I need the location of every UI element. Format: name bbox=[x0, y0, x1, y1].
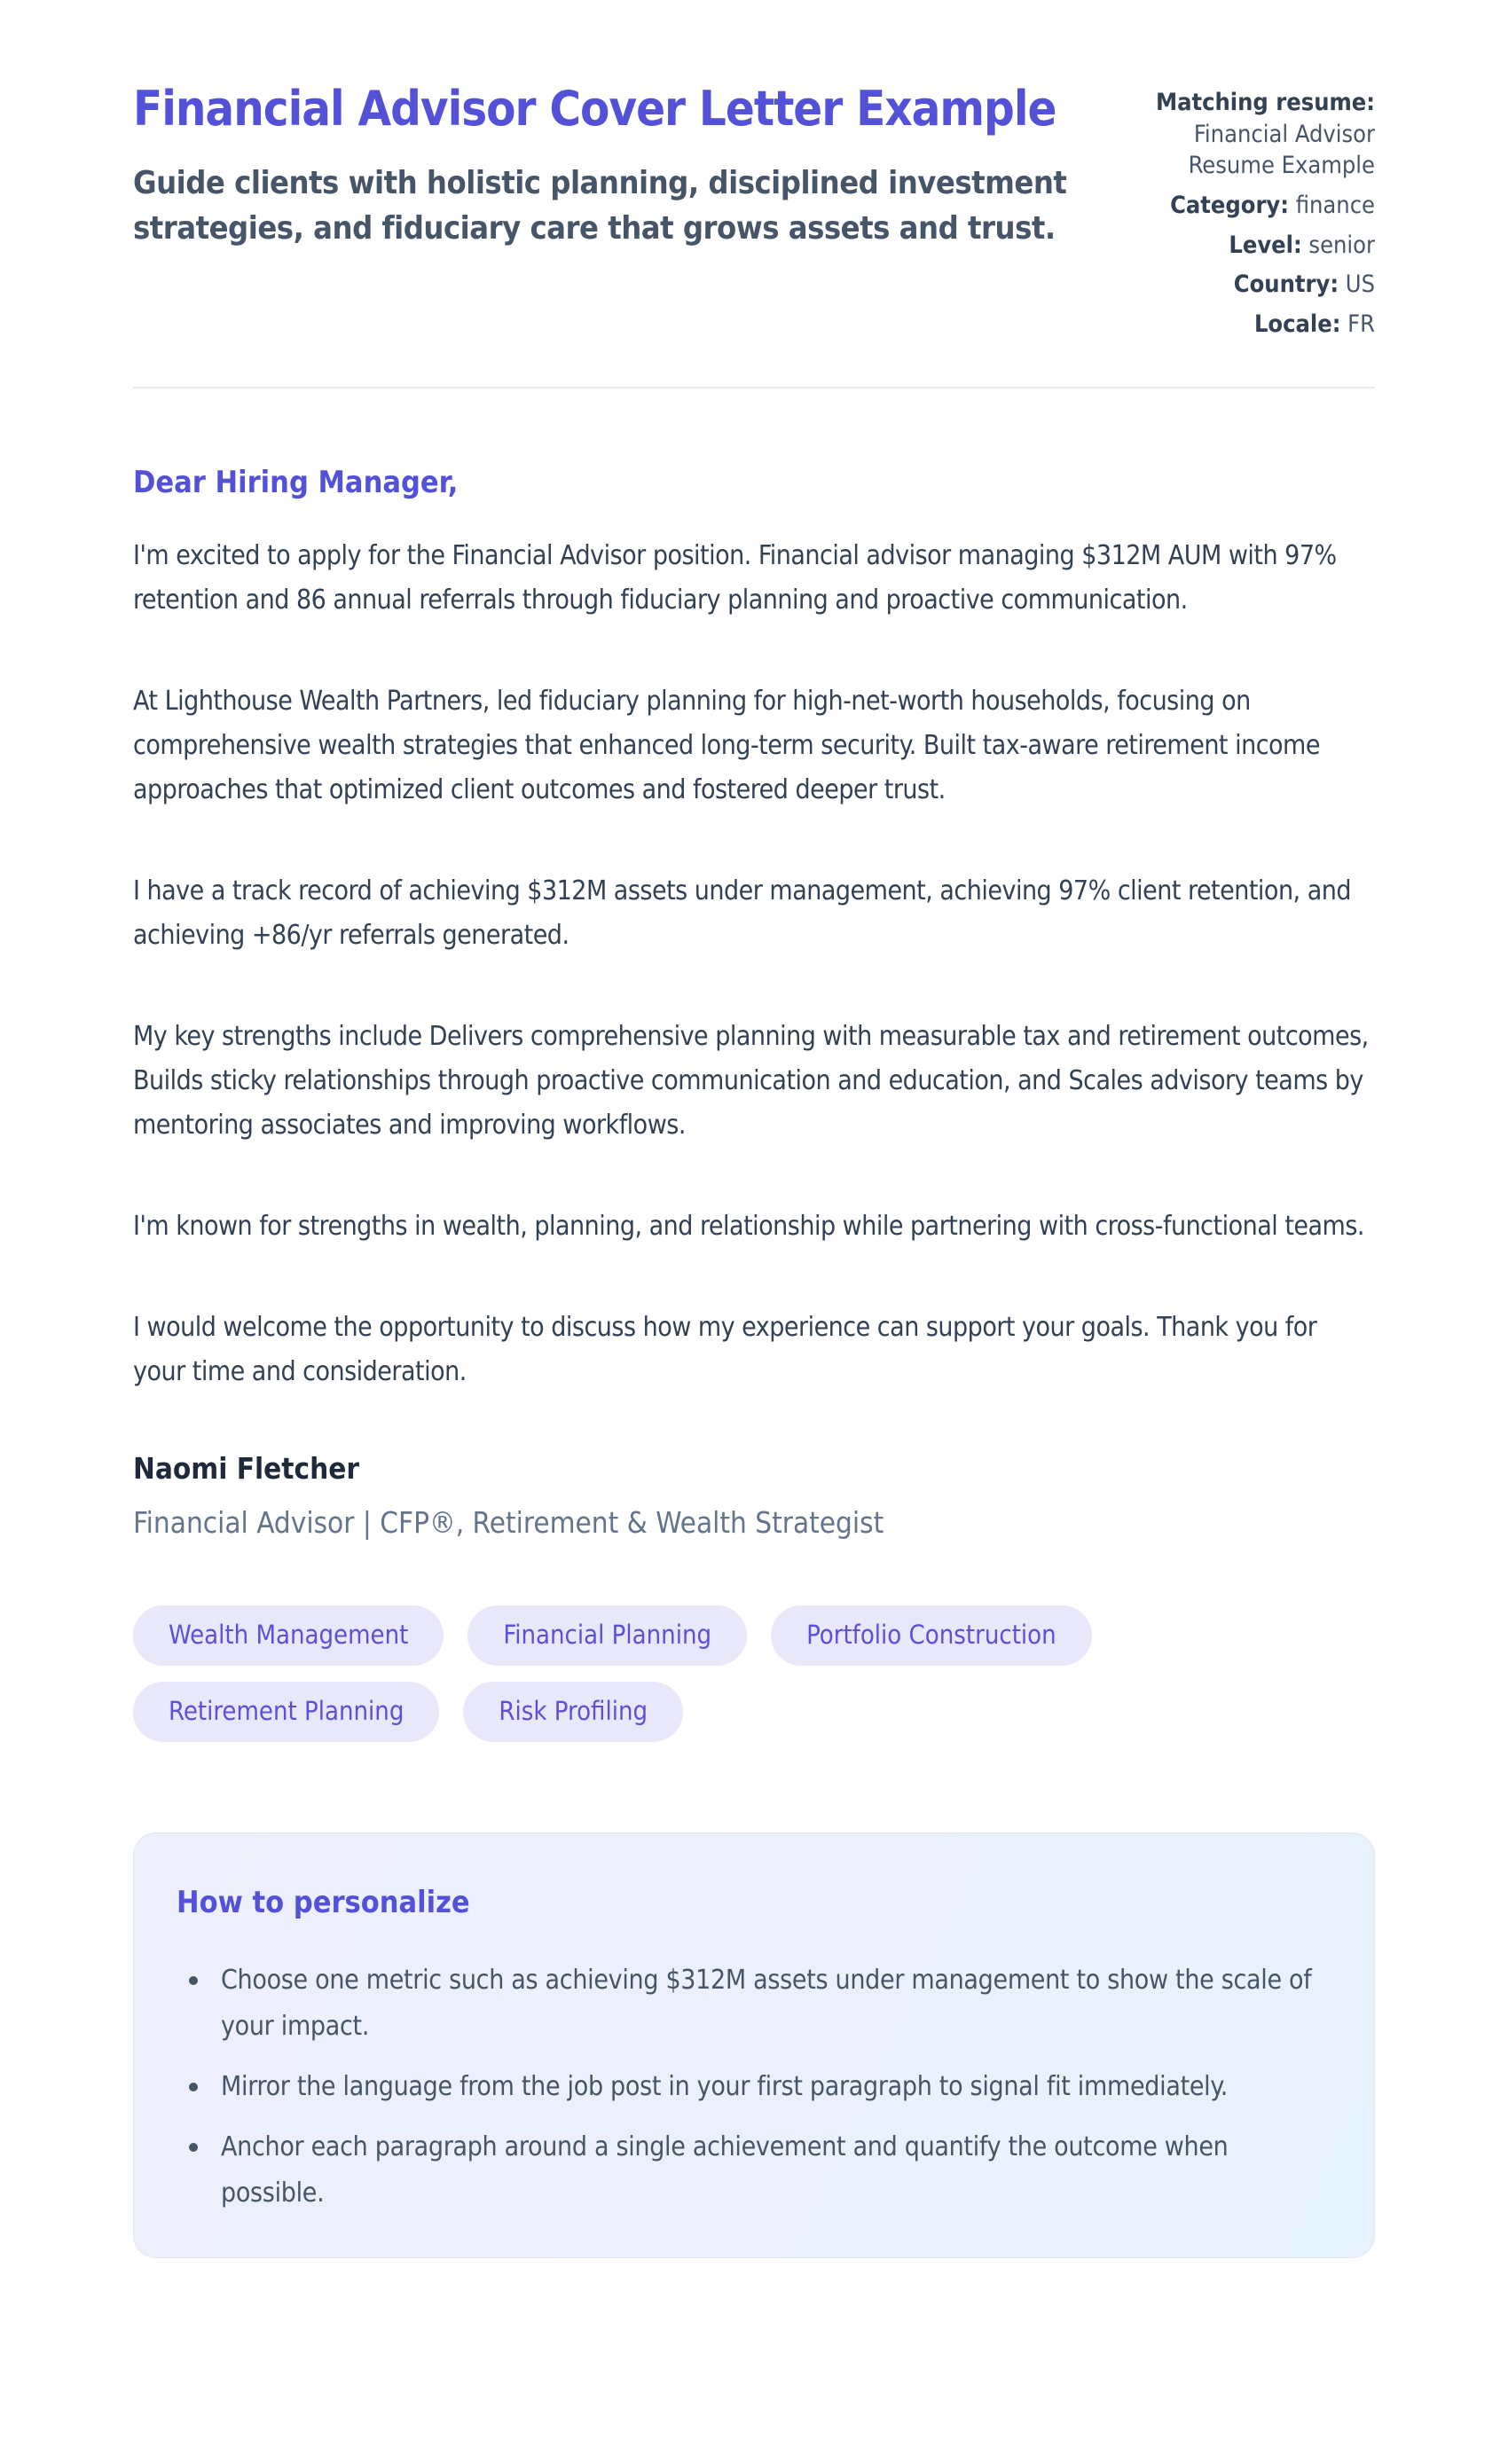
matching-resume-label: Matching resume: bbox=[1155, 89, 1375, 116]
tag-pill[interactable]: Portfolio Construction bbox=[771, 1605, 1092, 1666]
personalize-tip: Mirror the language from the job post in your first paragraph to signal fit immediately. bbox=[187, 2064, 1331, 2110]
letter-paragraph: At Lighthouse Wealth Partners, led fiduciary planning for high-net-worth households, focusing on comprehensive wealth strategies that enhanced long-term security. Built tax-aware retirement income approaches that optimized client outcomes and fostered deeper trust. bbox=[133, 686, 1320, 806]
meta-level bbox=[1109, 230, 1375, 262]
header bbox=[133, 82, 1375, 348]
category-label: Category: bbox=[1170, 191, 1289, 219]
meta-locale bbox=[1109, 309, 1375, 341]
letter-paragraph: I have a track record of achieving $312M assets under management, achieving 97% client retention, and achieving +86/yr referrals generated. bbox=[133, 875, 1351, 952]
meta-country bbox=[1109, 269, 1375, 301]
country-value: US bbox=[1345, 271, 1375, 299]
salutation: Dear Hiring Manager, bbox=[133, 465, 459, 501]
header-title-block bbox=[133, 82, 1073, 348]
personalize-tip: Choose one metric such as achieving $312M assets under management to show the scale of your impact. bbox=[187, 1958, 1331, 2050]
page-subtitle: Guide clients with holistic planning, disciplined investment strategies, and fiduciary care that grows assets and trust. bbox=[133, 164, 1067, 247]
page-title: Financial Advisor Cover Letter Example bbox=[133, 81, 1056, 137]
tag-pill[interactable]: Risk Profiling bbox=[463, 1682, 683, 1742]
personalize-card bbox=[133, 1832, 1375, 2258]
personalize-tip: Anchor each paragraph around a single achievement and quantify the outcome when possible. bbox=[187, 2124, 1331, 2217]
personalize-tip-list bbox=[177, 1958, 1331, 2217]
letter-paragraph: My key strengths include Delivers comprehensive planning with measurable tax and retirement outcomes, Builds sticky relationships through proactive communication and education, and Scales advisory teams by mentoring associates and improving workflows. bbox=[133, 1021, 1369, 1142]
skill-tags bbox=[133, 1605, 1375, 1742]
personalize-heading: How to personalize bbox=[177, 1885, 470, 1921]
locale-label: Locale: bbox=[1253, 310, 1341, 338]
tag-pill[interactable]: Wealth Management bbox=[133, 1605, 444, 1666]
letter-paragraph: I'm excited to apply for the Financial Advisor position. Financial advisor managing $312M AUM with 97% retention and 86 annual referrals through fiduciary planning and proactive communication. bbox=[133, 540, 1337, 616]
meta-category bbox=[1109, 190, 1375, 222]
header-divider bbox=[133, 387, 1375, 388]
level-label: Level: bbox=[1229, 231, 1302, 259]
tag-pill[interactable]: Financial Planning bbox=[467, 1605, 747, 1666]
signature-name: Naomi Fletcher bbox=[133, 1451, 360, 1487]
cover-letter-body bbox=[133, 465, 1375, 1540]
category-value: finance bbox=[1295, 191, 1375, 219]
matching-resume-link[interactable]: Financial Advisor Resume Example bbox=[1188, 120, 1375, 180]
level-value: senior bbox=[1308, 231, 1375, 259]
locale-value: FR bbox=[1347, 310, 1375, 338]
meta-matching-resume bbox=[1109, 87, 1375, 182]
country-label: Country: bbox=[1233, 271, 1339, 299]
tag-pill[interactable]: Retirement Planning bbox=[133, 1682, 439, 1742]
letter-paragraph: I'm known for strengths in wealth, planning, and relationship while partnering with cross-functional teams. bbox=[133, 1211, 1364, 1243]
letter-paragraph: I would welcome the opportunity to discuss how my experience can support your goals. Thank you for your time and consideration. bbox=[133, 1312, 1317, 1388]
signature-title: Financial Advisor | CFP®, Retirement & Wealth Strategist bbox=[133, 1505, 884, 1541]
resume-meta-panel bbox=[1109, 82, 1375, 348]
